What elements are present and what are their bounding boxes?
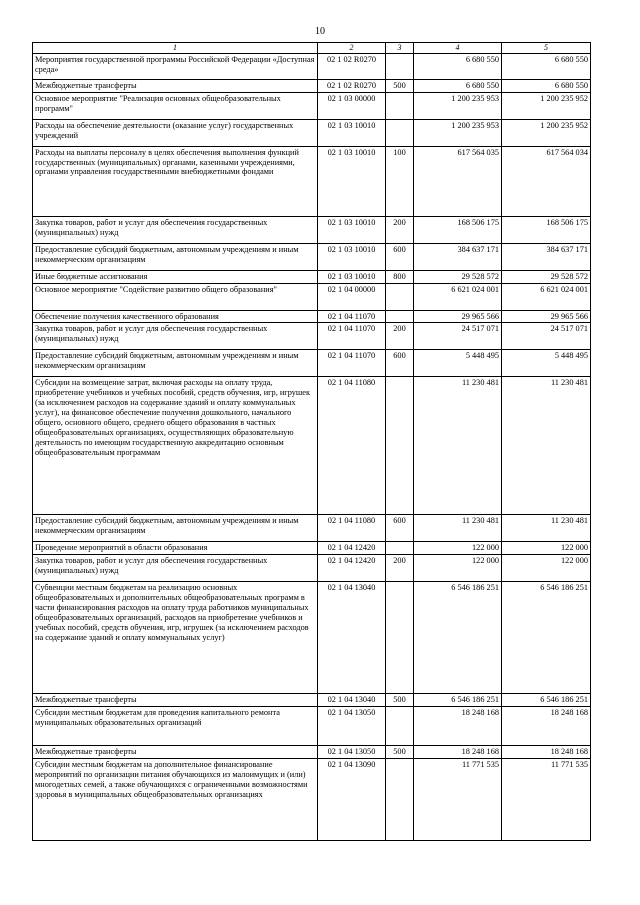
row-code: 02 1 04 11080 — [318, 377, 386, 515]
row-expense-type: 500 — [386, 694, 414, 707]
row-code: 02 1 03 10010 — [318, 216, 386, 243]
row-code: 02 1 03 10010 — [318, 146, 386, 216]
row-amount-col5: 29 528 572 — [502, 270, 591, 283]
row-amount-col5: 122 000 — [502, 542, 591, 555]
row-name: Проведение мероприятий в области образования — [33, 542, 318, 555]
row-code: 02 1 03 10010 — [318, 243, 386, 270]
row-name: Субсидии местным бюджетам на дополнительное финансирование мероприятий по организации питания обучающихся из малоимущих и (или) многодетных семей, а также обучающихся с ограниченными возможностями здоровья в муниципальных общеобразовательных организациях — [33, 759, 318, 841]
table-row — [33, 270, 591, 283]
row-expense-type — [386, 542, 414, 555]
row-expense-type — [386, 310, 414, 323]
table-row — [33, 542, 591, 555]
row-amount-col5: 1 200 235 952 — [502, 119, 591, 146]
row-amount-col4: 1 200 235 953 — [414, 92, 502, 119]
row-amount-col5: 6 621 024 001 — [502, 283, 591, 310]
column-header-2: 2 — [318, 43, 386, 54]
table-row — [33, 746, 591, 759]
table-row — [33, 92, 591, 119]
row-code: 02 1 04 11070 — [318, 310, 386, 323]
row-code: 02 1 04 11070 — [318, 323, 386, 350]
table-row — [33, 555, 591, 582]
row-amount-col4: 11 230 481 — [414, 515, 502, 542]
row-amount-col4: 11 771 535 — [414, 759, 502, 841]
row-amount-col5: 18 248 168 — [502, 746, 591, 759]
row-amount-col4: 24 517 071 — [414, 323, 502, 350]
table-row — [33, 582, 591, 694]
row-expense-type: 600 — [386, 350, 414, 377]
row-name: Субсидии на возмещение затрат, включая расходы на оплату труда, приобретение учебников и учебных пособий, средств обучения, игр, игрушек (за исключением расходов на содержание зданий и оплату коммунальных услуг), на финансовое обеспечение получения дошкольного, начального общего, основного общего, среднего общего образования в частных общеобразовательных организациях, осуществляющих образовательную деятельность по имеющим государственную аккредитацию основным общеобразовательным программам — [33, 377, 318, 515]
row-name: Иные бюджетные ассигнования — [33, 270, 318, 283]
row-name: Субвенции местным бюджетам на реализацию основных общеобразовательных и дополнительных общеобразовательных программ в части финансирования расходов на оплату труда работников муниципальных общеобразовательных организаций, расходов на приобретение учебников и учебных пособий, средств обучения, игр, игрушек (за исключением расходов на содержание зданий и оплату коммунальных услуг) — [33, 582, 318, 694]
row-name: Межбюджетные трансферты — [33, 746, 318, 759]
table-row — [33, 216, 591, 243]
row-expense-type: 200 — [386, 216, 414, 243]
row-amount-col4: 384 637 171 — [414, 243, 502, 270]
row-expense-type — [386, 377, 414, 515]
table-row — [33, 119, 591, 146]
row-code: 02 1 04 13050 — [318, 707, 386, 746]
row-expense-type — [386, 53, 414, 79]
table-row — [33, 310, 591, 323]
table-row — [33, 759, 591, 841]
column-header-1: 1 — [33, 43, 318, 54]
row-amount-col5: 6 680 550 — [502, 53, 591, 79]
row-expense-type — [386, 582, 414, 694]
row-amount-col4: 29 965 566 — [414, 310, 502, 323]
row-expense-type — [386, 119, 414, 146]
row-amount-col5: 11 230 481 — [502, 377, 591, 515]
row-name: Межбюджетные трансферты — [33, 694, 318, 707]
row-code: 02 1 02 R0270 — [318, 53, 386, 79]
row-amount-col5: 6 680 550 — [502, 79, 591, 92]
row-amount-col5: 24 517 071 — [502, 323, 591, 350]
row-expense-type: 200 — [386, 555, 414, 582]
row-name: Предоставление субсидий бюджетным, автономным учреждениям и иным некоммерческим организациям — [33, 350, 318, 377]
row-code: 02 1 04 13090 — [318, 759, 386, 841]
column-header-5: 5 — [502, 43, 591, 54]
row-amount-col5: 11 230 481 — [502, 515, 591, 542]
row-amount-col4: 11 230 481 — [414, 377, 502, 515]
row-name: Основное мероприятие "Содействие развитию общего образования" — [33, 283, 318, 310]
row-amount-col4: 1 200 235 953 — [414, 119, 502, 146]
row-amount-col5: 384 637 171 — [502, 243, 591, 270]
row-code: 02 1 04 11070 — [318, 350, 386, 377]
row-amount-col4: 18 248 168 — [414, 707, 502, 746]
row-expense-type: 600 — [386, 243, 414, 270]
table-row — [33, 707, 591, 746]
row-name: Мероприятия государственной программы Российской Федерации «Доступная среда» — [33, 53, 318, 79]
row-code: 02 1 04 12420 — [318, 542, 386, 555]
row-amount-col4: 617 564 035 — [414, 146, 502, 216]
row-expense-type — [386, 283, 414, 310]
row-code: 02 1 04 11080 — [318, 515, 386, 542]
row-code: 02 1 04 12420 — [318, 555, 386, 582]
row-expense-type: 500 — [386, 746, 414, 759]
row-name: Закупка товаров, работ и услуг для обеспечения государственных (муниципальных) нужд — [33, 216, 318, 243]
table-row — [33, 146, 591, 216]
table-row — [33, 283, 591, 310]
row-amount-col5: 1 200 235 952 — [502, 92, 591, 119]
row-amount-col5: 6 546 186 251 — [502, 582, 591, 694]
table-row — [33, 377, 591, 515]
row-name: Межбюджетные трансферты — [33, 79, 318, 92]
row-code: 02 1 04 00000 — [318, 283, 386, 310]
row-name: Основное мероприятие "Реализация основных общеобразовательных программ" — [33, 92, 318, 119]
row-name: Предоставление субсидий бюджетным, автономным учреждениям и иным некоммерческим организациям — [33, 243, 318, 270]
row-amount-col4: 168 506 175 — [414, 216, 502, 243]
table-row — [33, 323, 591, 350]
row-amount-col5: 5 448 495 — [502, 350, 591, 377]
table-row — [33, 79, 591, 92]
row-code: 02 1 03 10010 — [318, 119, 386, 146]
row-amount-col5: 29 965 566 — [502, 310, 591, 323]
row-amount-col4: 6 680 550 — [414, 79, 502, 92]
row-amount-col4: 6 546 186 251 — [414, 694, 502, 707]
row-name: Предоставление субсидий бюджетным, автономным учреждениям и иным некоммерческим организациям — [33, 515, 318, 542]
table-row — [33, 243, 591, 270]
row-expense-type: 200 — [386, 323, 414, 350]
row-amount-col5: 617 564 034 — [502, 146, 591, 216]
table-row — [33, 694, 591, 707]
row-expense-type: 100 — [386, 146, 414, 216]
column-header-row — [33, 43, 591, 54]
row-amount-col5: 6 546 186 251 — [502, 694, 591, 707]
row-name: Субсидии местным бюджетам для проведения капитального ремонта муниципальных образовательных организаций — [33, 707, 318, 746]
row-amount-col4: 29 528 572 — [414, 270, 502, 283]
row-amount-col4: 18 248 168 — [414, 746, 502, 759]
row-name: Расходы на выплаты персоналу в целях обеспечения выполнения функций государственных (муниципальных) органами, казенными учреждениями, органами управления государственными внебюджетными фондами — [33, 146, 318, 216]
row-expense-type — [386, 92, 414, 119]
row-amount-col4: 5 448 495 — [414, 350, 502, 377]
row-expense-type — [386, 707, 414, 746]
budget-table — [32, 42, 591, 841]
row-amount-col4: 6 680 550 — [414, 53, 502, 79]
table-row — [33, 53, 591, 79]
row-name: Расходы на обеспечение деятельности (оказание услуг) государственных учреждений — [33, 119, 318, 146]
row-name: Обеспечение получения качественного образования — [33, 310, 318, 323]
row-amount-col5: 11 771 535 — [502, 759, 591, 841]
row-amount-col4: 122 000 — [414, 555, 502, 582]
row-amount-col5: 122 000 — [502, 555, 591, 582]
row-code: 02 1 04 13040 — [318, 694, 386, 707]
row-amount-col5: 168 506 175 — [502, 216, 591, 243]
row-amount-col4: 6 546 186 251 — [414, 582, 502, 694]
row-name: Закупка товаров, работ и услуг для обеспечения государственных (муниципальных) нужд — [33, 323, 318, 350]
row-code: 02 1 04 13040 — [318, 582, 386, 694]
table-row — [33, 515, 591, 542]
row-code: 02 1 04 13050 — [318, 746, 386, 759]
row-amount-col5: 18 248 168 — [502, 707, 591, 746]
row-expense-type — [386, 759, 414, 841]
row-code: 02 1 03 10010 — [318, 270, 386, 283]
page-number: 10 — [315, 26, 325, 37]
row-expense-type: 600 — [386, 515, 414, 542]
row-amount-col4: 122 000 — [414, 542, 502, 555]
row-expense-type: 500 — [386, 79, 414, 92]
row-amount-col4: 6 621 024 001 — [414, 283, 502, 310]
row-code: 02 1 02 R0270 — [318, 79, 386, 92]
column-header-3: 3 — [386, 43, 414, 54]
column-header-4: 4 — [414, 43, 502, 54]
row-expense-type: 800 — [386, 270, 414, 283]
table-row — [33, 350, 591, 377]
row-name: Закупка товаров, работ и услуг для обеспечения государственных (муниципальных) нужд — [33, 555, 318, 582]
row-code: 02 1 03 00000 — [318, 92, 386, 119]
